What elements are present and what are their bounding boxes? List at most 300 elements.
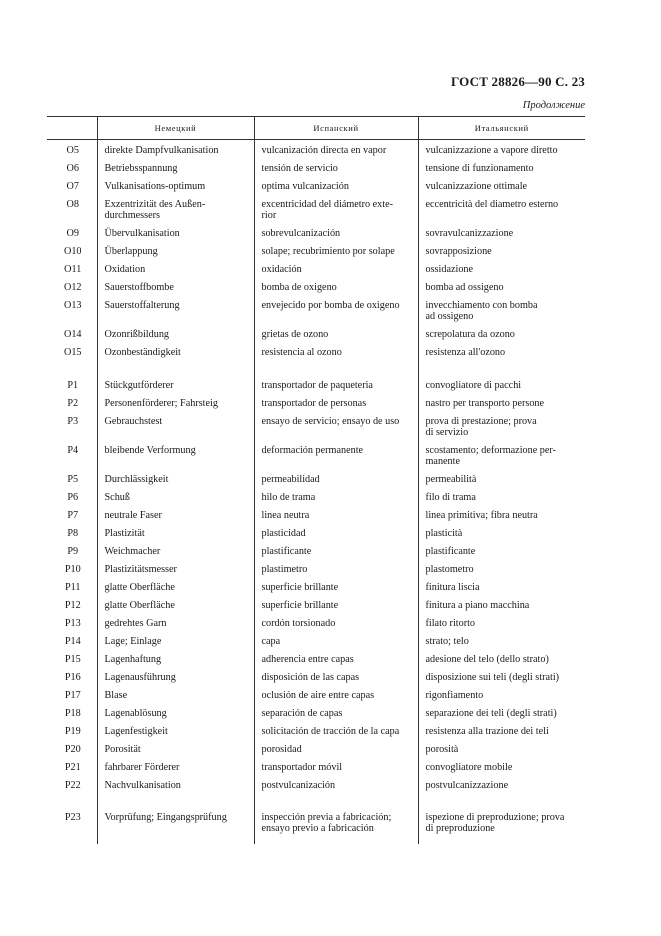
term-spanish-text: superficie brillante xyxy=(261,600,339,611)
term-code xyxy=(47,759,97,777)
term-spanish xyxy=(254,795,418,844)
term-italian xyxy=(418,442,585,471)
term-spanish xyxy=(254,413,418,442)
term-italian-text: resistenza alla trazione dei teli xyxy=(425,726,549,737)
table-row xyxy=(47,178,585,196)
table-row xyxy=(47,395,585,413)
term-spanish xyxy=(254,243,418,261)
term-german xyxy=(97,651,254,669)
term-code-text: O14 xyxy=(63,329,82,340)
table-row xyxy=(47,669,585,687)
term-code-text: O9 xyxy=(66,228,79,239)
term-german xyxy=(97,615,254,633)
table-row xyxy=(47,579,585,597)
term-italian-text: adesione del telo (dello strato) xyxy=(425,654,549,665)
term-german xyxy=(97,705,254,723)
term-code-text: P6 xyxy=(67,492,79,503)
term-italian xyxy=(418,525,585,543)
term-italian-text: ispezione di preproduzione; prova di preproduzione xyxy=(425,812,565,834)
term-german-text: Vorprüfung; Eingangsprüfung xyxy=(104,812,227,823)
term-code-text: P7 xyxy=(67,510,79,521)
term-spanish-text: grietas de ozono xyxy=(261,329,329,340)
term-code xyxy=(47,178,97,196)
term-code-text: P16 xyxy=(64,672,81,683)
term-code-text: P9 xyxy=(67,546,79,557)
term-code-text: P17 xyxy=(64,690,81,701)
term-italian xyxy=(418,140,585,161)
term-spanish-text: cordón torsionado xyxy=(261,618,336,629)
term-italian-text: ossidazione xyxy=(425,264,474,275)
term-code xyxy=(47,669,97,687)
term-italian-text: invecchiamento con bomba ad ossigeno xyxy=(425,300,538,322)
term-code xyxy=(47,741,97,759)
term-spanish xyxy=(254,489,418,507)
term-german-text: Schuß xyxy=(104,492,130,503)
term-german-text: Stückgutförderer xyxy=(104,380,174,391)
term-spanish-text: inspección previa a fabricación; ensayo previo a fabricación xyxy=(261,812,392,834)
term-italian-text: convogliatore mobile xyxy=(425,762,513,773)
term-code xyxy=(47,507,97,525)
table-row xyxy=(47,297,585,326)
table-row xyxy=(47,687,585,705)
term-italian xyxy=(418,651,585,669)
term-german-text: Oxidation xyxy=(104,264,146,275)
term-italian xyxy=(418,633,585,651)
term-spanish-text: transportador móvil xyxy=(261,762,343,773)
table-row xyxy=(47,243,585,261)
term-italian xyxy=(418,297,585,326)
term-spanish-text: sobrevulcanización xyxy=(261,228,341,239)
term-spanish xyxy=(254,525,418,543)
term-german-text: Vulkanisations-optimum xyxy=(104,181,206,192)
term-code xyxy=(47,633,97,651)
term-italian xyxy=(418,687,585,705)
term-german-text: Sauerstoffalterung xyxy=(104,300,180,311)
term-german xyxy=(97,543,254,561)
term-german xyxy=(97,160,254,178)
term-spanish xyxy=(254,579,418,597)
term-german-text: Überlappung xyxy=(104,246,158,257)
term-spanish xyxy=(254,669,418,687)
table-row xyxy=(47,543,585,561)
term-spanish-text: transportador de paqueteria xyxy=(261,380,373,391)
term-german xyxy=(97,561,254,579)
term-german-text: bleibende Verformung xyxy=(104,445,196,456)
term-spanish xyxy=(254,507,418,525)
term-spanish-text: solape; recubrimiento por solape xyxy=(261,246,395,257)
term-italian-text: screpolatura da ozono xyxy=(425,329,515,340)
term-code-text: P11 xyxy=(65,582,81,593)
term-code-text: P22 xyxy=(64,780,81,791)
term-german-text: Weichmacher xyxy=(104,546,161,557)
term-code xyxy=(47,723,97,741)
term-code xyxy=(47,597,97,615)
term-code-text: P13 xyxy=(64,618,81,629)
table-row xyxy=(47,489,585,507)
term-code-text: P2 xyxy=(67,398,79,409)
term-german xyxy=(97,344,254,362)
term-code xyxy=(47,687,97,705)
term-italian xyxy=(418,741,585,759)
table-row xyxy=(47,362,585,395)
term-german xyxy=(97,507,254,525)
terms-table xyxy=(47,116,585,844)
term-spanish xyxy=(254,140,418,161)
term-italian-text: plastometro xyxy=(425,564,474,575)
term-german-text: glatte Oberfläche xyxy=(104,600,175,611)
term-code xyxy=(47,561,97,579)
table-row xyxy=(47,615,585,633)
term-code xyxy=(47,543,97,561)
term-code-text: P18 xyxy=(64,708,81,719)
term-code xyxy=(47,471,97,489)
term-spanish-text: optima vulcanización xyxy=(261,181,349,192)
term-italian xyxy=(418,471,585,489)
term-german-text: Blase xyxy=(104,690,128,701)
table-row xyxy=(47,597,585,615)
table-row xyxy=(47,344,585,362)
term-code xyxy=(47,362,97,395)
term-german xyxy=(97,279,254,297)
term-italian xyxy=(418,759,585,777)
term-german-text: Lagenablösung xyxy=(104,708,167,719)
term-code-text: O6 xyxy=(66,163,79,174)
term-italian-text: vulcanizzazione a vapore diretto xyxy=(425,145,558,156)
term-code-text: P4 xyxy=(67,445,79,456)
term-spanish xyxy=(254,651,418,669)
term-code-text: P20 xyxy=(64,744,81,755)
term-italian-text: filato ritorto xyxy=(425,618,476,629)
term-german-text: Durchlässigkeit xyxy=(104,474,169,485)
term-spanish-text: plastimetro xyxy=(261,564,308,575)
term-code xyxy=(47,279,97,297)
term-spanish-text: capa xyxy=(261,636,281,647)
table-row xyxy=(47,471,585,489)
term-code xyxy=(47,777,97,795)
table-row xyxy=(47,326,585,344)
term-spanish-text: envejecido por bomba de oxigeno xyxy=(261,300,400,311)
term-code xyxy=(47,243,97,261)
term-code-text: P15 xyxy=(64,654,81,665)
term-spanish-text: oxidación xyxy=(261,264,302,275)
continuation-label: Продолжение xyxy=(522,100,585,111)
term-code xyxy=(47,413,97,442)
term-code-text: P3 xyxy=(67,416,79,427)
table-row xyxy=(47,723,585,741)
term-german-text: Lagenhaftung xyxy=(104,654,162,665)
term-spanish-text: solicitación de tracción de la capa xyxy=(261,726,400,737)
term-spanish xyxy=(254,261,418,279)
column-header-spanish: Испанский xyxy=(254,117,418,140)
term-italian-text: rigonfiamento xyxy=(425,690,484,701)
term-italian-text: plasticità xyxy=(425,528,463,539)
term-spanish xyxy=(254,279,418,297)
term-italian xyxy=(418,261,585,279)
term-german-text: Ozonbeständigkeit xyxy=(104,347,181,358)
term-german xyxy=(97,442,254,471)
term-code-text: O10 xyxy=(63,246,82,257)
term-italian xyxy=(418,561,585,579)
term-italian-text: filo di trama xyxy=(425,492,476,503)
term-german-text: Personenförderer; Fahrsteig xyxy=(104,398,218,409)
term-spanish xyxy=(254,297,418,326)
term-italian-text: postvulcanizzazione xyxy=(425,780,509,791)
term-code-text: P19 xyxy=(64,726,81,737)
term-italian-text: finitura liscia xyxy=(425,582,480,593)
term-code-text: O13 xyxy=(63,300,82,311)
table-row xyxy=(47,633,585,651)
term-code xyxy=(47,297,97,326)
term-spanish-text: hilo de trama xyxy=(261,492,316,503)
term-italian xyxy=(418,243,585,261)
term-italian-text: permeabilità xyxy=(425,474,477,485)
term-code xyxy=(47,225,97,243)
term-german-text: direkte Dampfvulkanisation xyxy=(104,145,219,156)
term-spanish xyxy=(254,442,418,471)
term-italian xyxy=(418,413,585,442)
term-german xyxy=(97,225,254,243)
term-italian xyxy=(418,507,585,525)
table-body xyxy=(47,140,585,845)
term-italian xyxy=(418,225,585,243)
page-header: ГОСТ 28826—90 С. 23 xyxy=(451,74,585,89)
term-spanish xyxy=(254,723,418,741)
table-row xyxy=(47,705,585,723)
term-spanish-text: superficie brillante xyxy=(261,582,339,593)
table-row xyxy=(47,413,585,442)
term-german xyxy=(97,525,254,543)
term-code-text: O5 xyxy=(66,145,79,156)
term-spanish-text: plasticidad xyxy=(261,528,306,539)
term-italian xyxy=(418,777,585,795)
term-german-text: neutrale Faser xyxy=(104,510,162,521)
term-code-text: O8 xyxy=(66,199,79,210)
term-german xyxy=(97,471,254,489)
term-code-text: O7 xyxy=(66,181,79,192)
term-spanish-text: resistencia al ozono xyxy=(261,347,342,358)
term-german xyxy=(97,795,254,844)
term-italian xyxy=(418,196,585,225)
term-spanish xyxy=(254,395,418,413)
term-italian-text: scostamento; deformazione per- manente xyxy=(425,445,556,467)
term-german xyxy=(97,196,254,225)
term-german-text: Nachvulkanisation xyxy=(104,780,181,791)
term-code-text: P1 xyxy=(67,380,79,391)
table-row xyxy=(47,225,585,243)
term-spanish xyxy=(254,777,418,795)
term-code xyxy=(47,795,97,844)
term-italian-text: plastificante xyxy=(425,546,476,557)
table-row xyxy=(47,160,585,178)
term-german-text: fahrbarer Förderer xyxy=(104,762,180,773)
term-spanish xyxy=(254,561,418,579)
term-italian xyxy=(418,160,585,178)
term-german xyxy=(97,741,254,759)
term-spanish-text: adherencia entre capas xyxy=(261,654,354,665)
table-row xyxy=(47,261,585,279)
term-code-text: P10 xyxy=(64,564,81,575)
term-code xyxy=(47,160,97,178)
term-italian-text: disposizione sui teli (degli strati) xyxy=(425,672,560,683)
column-header-code xyxy=(47,117,97,140)
term-code xyxy=(47,615,97,633)
term-italian-text: separazione dei teli (degli strati) xyxy=(425,708,557,719)
term-italian xyxy=(418,597,585,615)
term-spanish-text: postvulcanización xyxy=(261,780,336,791)
term-german xyxy=(97,261,254,279)
term-german xyxy=(97,669,254,687)
term-code xyxy=(47,705,97,723)
term-code-text: O12 xyxy=(63,282,82,293)
column-header-german: Немецкий xyxy=(97,117,254,140)
term-spanish xyxy=(254,741,418,759)
term-spanish xyxy=(254,326,418,344)
term-code-text: O11 xyxy=(64,264,82,275)
term-code-text: P14 xyxy=(64,636,81,647)
term-italian xyxy=(418,615,585,633)
term-code-text: P5 xyxy=(67,474,79,485)
term-german-text: Exzentrizität des Außen- durchmessers xyxy=(104,199,206,221)
term-italian-text: eccentricità del diametro esterno xyxy=(425,199,559,210)
term-italian-text: porosità xyxy=(425,744,459,755)
term-german xyxy=(97,140,254,161)
term-spanish xyxy=(254,471,418,489)
table-row xyxy=(47,525,585,543)
term-german-text: glatte Oberfläche xyxy=(104,582,175,593)
term-spanish xyxy=(254,705,418,723)
term-spanish xyxy=(254,615,418,633)
term-german-text: Plastizität xyxy=(104,528,145,539)
term-spanish-text: plastificante xyxy=(261,546,312,557)
table-row xyxy=(47,651,585,669)
term-code xyxy=(47,395,97,413)
term-italian xyxy=(418,795,585,844)
term-italian xyxy=(418,489,585,507)
term-italian xyxy=(418,178,585,196)
term-german-text: Betriebsspannung xyxy=(104,163,178,174)
table-row xyxy=(47,795,585,844)
term-code xyxy=(47,525,97,543)
table-row xyxy=(47,741,585,759)
term-italian-text: convogliatore di pacchi xyxy=(425,380,522,391)
term-spanish-text: tensión de servicio xyxy=(261,163,338,174)
term-code xyxy=(47,261,97,279)
term-spanish xyxy=(254,633,418,651)
term-german-text: Sauerstoffbombe xyxy=(104,282,174,293)
term-german-text: Übervulkanisation xyxy=(104,228,180,239)
term-spanish-text: oclusión de aire entre capas xyxy=(261,690,375,701)
term-german xyxy=(97,178,254,196)
table-row xyxy=(47,759,585,777)
term-spanish-text: permeabilidad xyxy=(261,474,320,485)
table-row xyxy=(47,507,585,525)
term-italian xyxy=(418,705,585,723)
term-german xyxy=(97,413,254,442)
term-german-text: Lage; Einlage xyxy=(104,636,162,647)
term-italian xyxy=(418,279,585,297)
term-spanish xyxy=(254,759,418,777)
term-code xyxy=(47,489,97,507)
term-italian-text: strato; telo xyxy=(425,636,469,647)
term-german xyxy=(97,243,254,261)
term-german xyxy=(97,687,254,705)
term-code xyxy=(47,651,97,669)
term-italian-text: resistenza all'ozono xyxy=(425,347,506,358)
term-german xyxy=(97,723,254,741)
term-spanish-text: excentricidad del diámetro exte- rior xyxy=(261,199,394,221)
term-code xyxy=(47,196,97,225)
term-german xyxy=(97,362,254,395)
table-row xyxy=(47,140,585,161)
term-code xyxy=(47,442,97,471)
term-spanish-text: separación de capas xyxy=(261,708,343,719)
term-italian xyxy=(418,723,585,741)
term-italian xyxy=(418,669,585,687)
term-german xyxy=(97,297,254,326)
term-spanish xyxy=(254,196,418,225)
term-german xyxy=(97,395,254,413)
term-spanish xyxy=(254,543,418,561)
term-spanish xyxy=(254,178,418,196)
table-row xyxy=(47,279,585,297)
term-code-text: O15 xyxy=(63,347,82,358)
term-german-text: Plastizitätsmesser xyxy=(104,564,177,575)
term-italian xyxy=(418,579,585,597)
term-spanish xyxy=(254,597,418,615)
term-italian-text: sovravulcanizzazione xyxy=(425,228,514,239)
term-german xyxy=(97,633,254,651)
term-german xyxy=(97,597,254,615)
term-code-text: P8 xyxy=(67,528,79,539)
table-row xyxy=(47,777,585,795)
term-italian-text: vulcanizzazione ottimale xyxy=(425,181,528,192)
term-italian-text: linea primitiva; fibra neutra xyxy=(425,510,538,521)
term-spanish xyxy=(254,362,418,395)
term-italian-text: nastro per transporto persone xyxy=(425,398,545,409)
term-code-text: P12 xyxy=(64,600,81,611)
term-spanish-text: deformación permanente xyxy=(261,445,364,456)
term-italian xyxy=(418,395,585,413)
term-spanish xyxy=(254,344,418,362)
term-spanish-text: porosidad xyxy=(261,744,302,755)
term-german-text: gedrehtes Garn xyxy=(104,618,167,629)
term-italian-text: prova di prestazione; prova di servizio xyxy=(425,416,537,438)
term-spanish xyxy=(254,225,418,243)
term-code xyxy=(47,344,97,362)
term-italian xyxy=(418,362,585,395)
term-spanish xyxy=(254,687,418,705)
term-italian xyxy=(418,543,585,561)
term-italian-text: bomba ad ossigeno xyxy=(425,282,504,293)
table-row xyxy=(47,561,585,579)
term-italian-text: sovrapposizione xyxy=(425,246,492,257)
term-code xyxy=(47,326,97,344)
term-code xyxy=(47,140,97,161)
term-spanish-text: bomba de oxigeno xyxy=(261,282,337,293)
table-header-row xyxy=(47,117,585,140)
term-german xyxy=(97,777,254,795)
term-italian xyxy=(418,326,585,344)
term-german xyxy=(97,759,254,777)
term-german-text: Gebrauchstest xyxy=(104,416,163,427)
term-spanish-text: transportador de personas xyxy=(261,398,367,409)
term-german xyxy=(97,579,254,597)
term-spanish-text: ensayo de servicio; ensayo de uso xyxy=(261,416,400,427)
term-spanish-text: linea neutra xyxy=(261,510,310,521)
term-code-text: P21 xyxy=(64,762,81,773)
term-italian-text: tensione di funzionamento xyxy=(425,163,534,174)
term-german-text: Lagenfestigkeit xyxy=(104,726,168,737)
